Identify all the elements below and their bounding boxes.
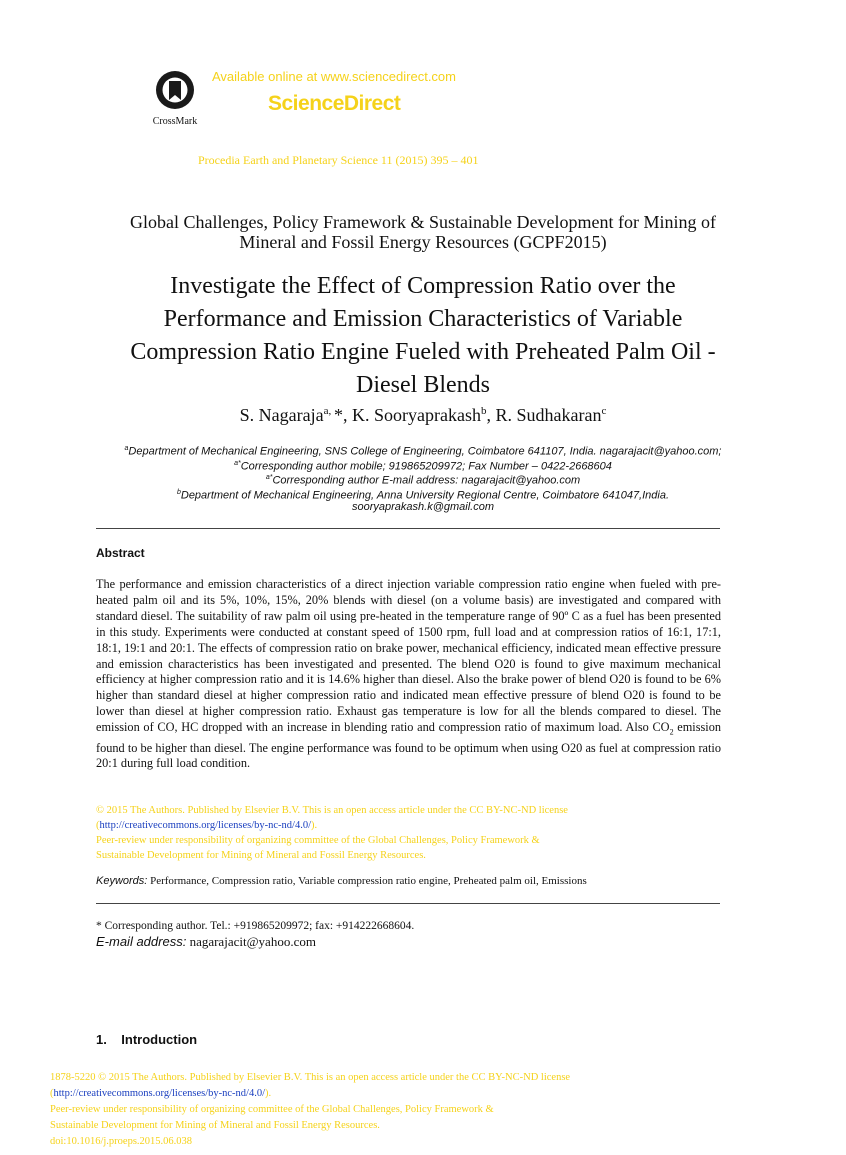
license-paren: ). — [311, 820, 318, 831]
author-separator: *, — [334, 405, 352, 425]
available-online-text: Available online at www.sciencedirect.com — [212, 69, 456, 84]
author-affiliation-mark: b — [480, 405, 487, 417]
affiliation-text: sooryaprakash.k@gmail.com — [352, 501, 494, 513]
affiliation-line — [96, 500, 750, 515]
affiliation-text: Department of Mechanical Engineering, Anna University Regional Centre, Coimbatore 641047,India. — [180, 489, 670, 502]
abstract-body — [96, 577, 721, 772]
footer-line: Peer-review under responsibility of organizing committee of the Global Challenges, Policy Framework & — [50, 1104, 494, 1115]
divider — [96, 903, 720, 904]
conference-line: Mineral and Fossil Energy Resources (GCPF2015) — [239, 232, 607, 252]
abstract-subscript: 2 — [669, 727, 674, 737]
license-link[interactable]: http://creativecommons.org/licenses/by-nc-nd/4.0/ — [99, 820, 312, 831]
affiliation-mark: a — [124, 445, 129, 452]
affiliation-mark: a* — [234, 460, 241, 467]
abstract-text: The performance and emission characteristics of a direct injection variable compression ratio engine when fueled with pre- heated palm oil and its 5%, 10%, 15%, 20% blends with diesel (on a volume basis) are investigated and compared with standard diesel. The suitability of raw palm oil using pre-heated in the temperature range of 90º C as a fuel has been presented in this study. Experiments were conducted at constant speed of 1500 rpm, full load and at compression ratios of 16:1, 17:1, 18:1, 19:1 and 20:1. The effects of compression ratio on brake power, mechanical efficiency, indicated mean effective pressure and emission characteristics has been investigated and presented. The blend O20 is found to give maximum mechanical efficiency at higher compression ratio and it is 14.6% higher than diesel. Also the brake power of blend O20 is found to be 6% higher than standard diesel at higher compression ratio and indicated mean effective pressure of blend O20 is found to be lower than diesel at higher compression ratio. Exhaust gas temperature is low for all the blends compared to diesel. The emission of CO, HC dropped with an increase in blending ratio and compression ratio of maximum load. Also CO — [96, 577, 721, 735]
author-name: K. Sooryaprakash — [352, 405, 481, 425]
keywords — [96, 875, 587, 887]
footer-line: Sustainable Development for Mining of Mineral and Fossil Energy Resources. — [50, 1120, 380, 1131]
title-line: Performance and Emission Characteristics of Variable — [163, 306, 683, 332]
footer-notice — [50, 1070, 770, 1150]
keywords-text: Performance, Compression ratio, Variable compression ratio engine, Preheated palm oil, Emissions — [147, 875, 587, 887]
paper-title — [80, 270, 766, 402]
license-notice — [96, 803, 736, 863]
author-affiliation-mark: c — [601, 405, 607, 417]
footer-paren: ( — [50, 1088, 54, 1099]
crossmark-badge[interactable] — [143, 70, 207, 127]
title-line: Investigate the Effect of Compression Ratio over the — [170, 273, 676, 299]
crossmark-label: CrossMark — [152, 116, 198, 127]
crossmark-icon — [155, 70, 195, 110]
author-name: S. Nagaraja — [239, 405, 324, 425]
email-address[interactable]: nagarajacit@yahoo.com — [186, 934, 316, 949]
author-separator: , — [486, 405, 496, 425]
doi-link[interactable]: doi:10.1016/j.proeps.2015.06.038 — [50, 1136, 193, 1147]
footer-url-line — [50, 1086, 770, 1102]
affiliation-text: Corresponding author mobile; 919865209972; Fax Number – 0422-2668604 — [240, 460, 612, 473]
divider — [96, 528, 720, 529]
affiliation-mark: a* — [265, 474, 273, 481]
license-line: © 2015 The Authors. Published by Elsevier B.V. This is an open access article under the CC BY-NC-ND license — [96, 805, 568, 816]
keywords-label: Keywords: — [96, 875, 148, 887]
section-heading: 1. Introduction — [96, 1032, 198, 1047]
license-paren: ( — [96, 820, 100, 831]
sciencedirect-logo[interactable]: ScienceDirect — [268, 92, 401, 115]
abstract-heading: Abstract — [96, 546, 145, 560]
license-line: Sustainable Development for Mining of Mineral and Fossil Energy Resources. — [96, 850, 426, 861]
email-line — [96, 934, 316, 950]
footer-line: 1878-5220 © 2015 The Authors. Published by Elsevier B.V. This is an open access article under the CC BY-NC-ND license — [50, 1072, 571, 1083]
abstract-text: emission found to be higher than diesel. The engine performance was found to be optimum when using O20 as fuel at compression ratio 20:1 during full load condition. — [96, 720, 721, 771]
license-line: Peer-review under responsibility of organizing committee of the Global Challenges, Policy Framework & — [96, 835, 540, 846]
corresponding-author-note: * Corresponding author. Tel.: +919865209972; fax: +914222668604. — [96, 920, 415, 932]
author-affiliation-mark: a, — [323, 405, 334, 417]
affiliation-mark: b — [176, 489, 181, 496]
author-list — [100, 405, 746, 426]
conference-line: Global Challenges, Policy Framework & Sustainable Development for Mining of — [130, 212, 716, 232]
journal-citation: Procedia Earth and Planetary Science 11 (2015) 395 – 401 — [198, 153, 479, 167]
affiliation-text: Corresponding author E-mail address: nagarajacit@yahoo.com — [272, 474, 581, 487]
license-url-line — [96, 818, 736, 833]
email-label: E-mail address: — [96, 934, 187, 949]
author-name: R. Sudhakaran — [495, 405, 602, 425]
title-line: Diesel Blends — [356, 372, 490, 398]
affiliation-text: Department of Mechanical Engineering, SNS College of Engineering, Coimbatore 641107, India. nagarajacit@yahoo.com; — [128, 445, 722, 458]
title-line: Compression Ratio Engine Fueled with Preheated Palm Oil - — [130, 339, 716, 365]
footer-license-link[interactable]: http://creativecommons.org/licenses/by-nc-nd/4.0/ — [53, 1088, 266, 1099]
footer-paren: ). — [265, 1088, 272, 1099]
conference-name — [100, 212, 746, 252]
